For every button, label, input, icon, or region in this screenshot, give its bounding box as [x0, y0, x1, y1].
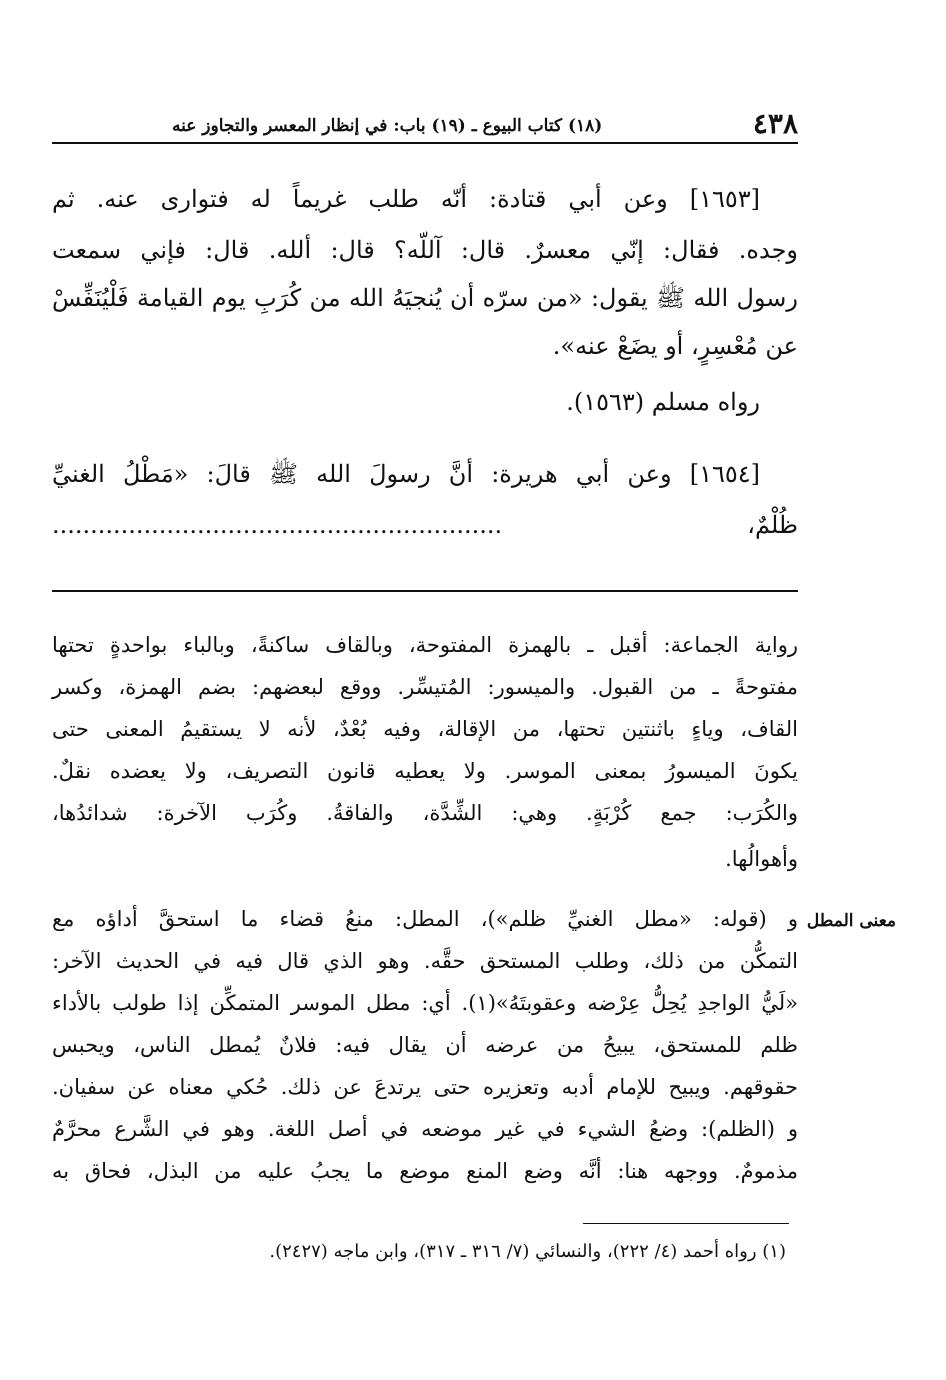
footnote: (١) رواه أحمد (٤/ ٢٢٢)، والنسائي (٧/ ٣١٦ ـ ٣١٧)، وابن ماجه (٢٤٢٧). [269, 1241, 786, 1262]
commentary-line: ظلم للمستحق، يبيحُ من عرضه أن يقال فيه: فلانٌ يُمطل الناس، ويحبس [52, 1033, 798, 1057]
hadith-line: ظُلْمٌ، ........................................................... [52, 511, 798, 539]
commentary-line: حقوقهم. ويبيح للإمام أدبه وتعزيره حتى يرتدعَ عن ذلك. حُكي معناه عن سفيان. [52, 1075, 798, 1099]
section-rule [52, 590, 798, 592]
hadith-line: [١٦٥٣] وعن أبي قتادة: أنّه طلب غريماً له فتوارى عنه. ثم [52, 185, 760, 213]
page-header [172, 108, 798, 142]
commentary-line: التمكُّن من ذلك، وطلب المستحق حقَّه. وهو الذي قال فيه في الحديث الآخر: [52, 949, 798, 973]
header-rule [52, 142, 798, 144]
commentary-line: و (قوله: «مطل الغنيِّ ظلم»)، المطل: منعُ قضاء ما استحقَّ أداؤه مع [52, 907, 798, 931]
footnote-rule [583, 1223, 789, 1224]
commentary-line: والكُرَب: جمع كُرْبَةٍ. وهي: الشِّدَّة، والفاقةُ. وكُرَب الآخرة: شدائدُها، [52, 801, 798, 825]
commentary-line: يكونَ الميسورُ بمعنى الموسر. ولا يعطيه قانون التصريف، ولا يعضده نقلٌ. [52, 759, 798, 783]
commentary-line: رواية الجماعة: أقبل ـ بالهمزة المفتوحة، وبالقاف ساكنةً، وبالباء بواحدةٍ تحتها [52, 633, 798, 657]
hadith-line: عن مُعْسِرٍ، أو يضَعْ عنه». [552, 332, 798, 360]
hadith-attribution: رواه مسلم (١٥٦٣). [566, 388, 760, 416]
hadith-line: رسول الله ﷺ يقول: «من سرّه أن يُنجيَهُ الله من كُرَبِ يوم القيامة فَلْيُنَفِّسْ [52, 284, 798, 312]
commentary-line: القاف، وياءٍ باثنتين تحتها، من الإقالة، وفيه بُعْدٌ، لأنه لا يستقيمُ المعنى حتى [52, 717, 798, 741]
commentary-line: و (الظلم): وضعُ الشيء في غير موضعه في أصل اللغة. وهو في الشَّرع محرَّمٌ [52, 1117, 798, 1141]
commentary-line: وأهوالُها. [725, 847, 798, 871]
commentary-line: «لَيُّ الواجدِ يُحِلُّ عِرْضه وعقوبتَهُ»(١). أي: مطل الموسر المتمكِّن إذا طولب بالأداء [52, 991, 798, 1015]
commentary-line: مذمومٌ. ووجهه هنا: أنَّه وضع المنع موضع ما يجبُ عليه من البذل، فحاق به [52, 1159, 798, 1183]
running-title: (١٨) كتاب البيوع ـ (١٩) باب: في إنظار المعسر والتجاوز عنه [172, 116, 603, 136]
commentary-line: مفتوحةً ـ من القبول. والميسور: المُتيسِّر. ووقع لبعضهم: بضم الهمزة، وكسر [52, 675, 798, 699]
page-number: ٤٣٨ [752, 107, 798, 140]
hadith-line: [١٦٥٤] وعن أبي هريرة: أنَّ رسولَ الله ﷺ قالَ: «مَطْلُ الغنيِّ [52, 460, 760, 488]
hadith-line: وجده. فقال: إنّي معسرٌ. قال: آللّه؟ قال: ألله. قال: فإني سمعت [52, 236, 798, 264]
margin-note: معنى المطل [806, 911, 896, 931]
